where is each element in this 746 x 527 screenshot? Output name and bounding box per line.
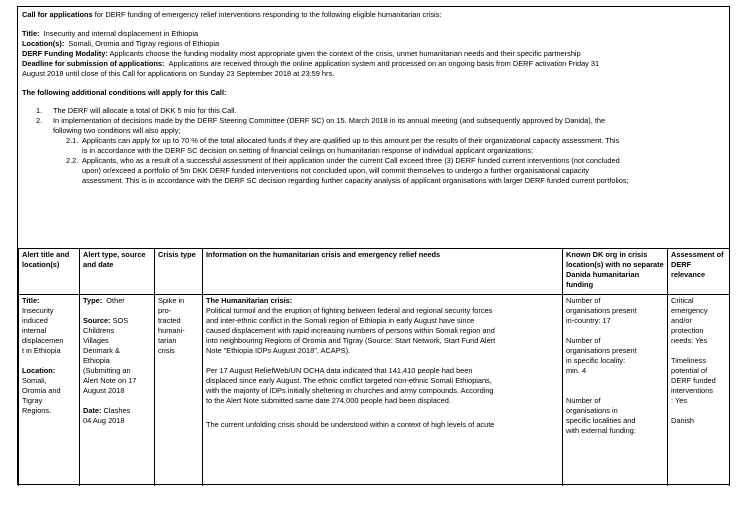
title-value: Insecurity and internal displacement in Ethiopia xyxy=(43,29,199,38)
title-label: Title: xyxy=(22,29,40,38)
alert-title-label: Title: xyxy=(22,296,40,305)
crisis-type-line: tarian xyxy=(158,336,177,345)
relevance-line: protection xyxy=(671,326,704,335)
crisis-type-line: tracted xyxy=(158,316,181,325)
crisis-type-line: humani- xyxy=(158,326,185,335)
crisis-table xyxy=(18,248,730,486)
dk-org-line: Number of xyxy=(566,296,601,305)
header-alert-title: Alert title and location(s) xyxy=(19,249,80,295)
call-rest: for DERF funding of emergency relief interventions responding to the following eligible humanitarian crisis: xyxy=(92,10,442,19)
condition-1-number: 1. xyxy=(36,106,43,115)
alert-location-line: Regions. xyxy=(22,406,52,415)
condition-2-2-line-2: upon) or/exceed a portfolio of 5m DKK DERF funded interventions not concluded upon, will commit themselves to undergo a further organisational capacity xyxy=(82,166,589,175)
header-crisis-info: Information on the humanitarian crisis and emergency relief needs xyxy=(203,249,563,295)
condition-2-2-line-3: assessment. This is in accordance with the DERF SC decision regarding further capacity analysis of applicant organisations with larger DERF funded current portfolios; xyxy=(82,176,629,185)
cell-alert-title xyxy=(19,295,80,487)
dk-org-line: in-country: 17 xyxy=(566,316,611,325)
relevance-line: potential of xyxy=(671,366,708,375)
crisis-info-line: Note "Ethiopia IDPs August 2018", ACAPS). xyxy=(206,346,351,355)
alert-title-line: Insecurity xyxy=(22,306,54,315)
crisis-info-line: Political turmoil and the eruption of fighting between federal and regional security forces xyxy=(206,306,493,315)
dk-org-line: Number of xyxy=(566,396,601,405)
alert-source-line: Denmark & xyxy=(83,346,120,355)
condition-2-line-2: following two conditions will also apply; xyxy=(53,126,181,135)
condition-2-2-line-1: Applicants, who as a result of a successful assessment of their application under the current Call exceed three (3) DERF funded current interventions (not concluded xyxy=(82,156,620,165)
modality-line xyxy=(22,49,725,59)
alert-location-line: Oromia and xyxy=(22,386,61,395)
dk-org-line: organisations in xyxy=(566,406,618,415)
condition-2-2-number: 2.2. xyxy=(66,156,79,165)
header-derf-relevance: Assessment of DERF relevance xyxy=(668,249,730,295)
crisis-info-line: and inter-ethnic conflict in the Somali region of Ethiopia in early August have since xyxy=(206,316,475,325)
modality-value: Applicants choose the funding modality most appropriate given the context of the crisis, unmet humanitarian needs and their specific partnership xyxy=(109,49,581,58)
relevance-line: DERF funded xyxy=(671,376,716,385)
crisis-info-line: displaced since early August. The ethnic conflict targeted non-ethnic Somali Ethiopians, xyxy=(206,376,492,385)
call-line xyxy=(22,10,725,20)
condition-2 xyxy=(22,116,725,136)
alert-source-line: Villages xyxy=(83,336,109,345)
dk-org-line: specific localities and xyxy=(566,416,636,425)
call-lead: Call for applications xyxy=(22,10,93,19)
title-line xyxy=(22,29,725,39)
dk-org-line: with external funding: xyxy=(566,426,636,435)
crisis-info-line: into neighbouring Regions of Oromia and Tigray (Source: Start Network, Start Fund Alert xyxy=(206,336,496,345)
cell-crisis-type xyxy=(155,295,203,487)
crisis-info-heading: The Humanitarian crisis: xyxy=(206,296,293,305)
alert-title-line: internal xyxy=(22,326,47,335)
deadline-line-2: August 2018 until close of this Call for applications on Sunday 23 September 2018 at 23:59 hrs. xyxy=(22,69,335,78)
relevance-line: Danish xyxy=(671,416,695,425)
alert-title-line: t in Ethiopia xyxy=(22,346,61,355)
crisis-info-line: The current unfolding crisis should be understood within a context of high levels of acute xyxy=(206,420,495,429)
condition-2-1-line-2: is in accordance with the DERF SC decision on setting of financial ceilings on humanitarian response of individual applicant organizations; xyxy=(82,146,534,155)
relevance-line: Critical xyxy=(671,296,694,305)
alert-type-label: Type: xyxy=(83,296,103,305)
condition-2-1-line-1: Applicants can apply for up to 70 % of the total allocated funds if they are qualified up to this amount per the results of their organizational capacity assessment. This xyxy=(82,136,620,145)
conditions-heading xyxy=(22,88,725,98)
condition-1-text: The DERF will allocate a total of DKK 5 mio for this Call. xyxy=(53,106,237,115)
header-alert-type: Alert type, source and date xyxy=(80,249,155,295)
alert-source-line: August 2018 xyxy=(83,386,125,395)
cell-derf-relevance xyxy=(668,295,730,487)
cell-known-dk-org xyxy=(563,295,668,487)
dk-org-line: in specific locality: xyxy=(566,356,626,365)
dk-org-line: Number of xyxy=(566,336,601,345)
modality-label: DERF Funding Modality: xyxy=(22,49,108,58)
crisis-info-line: to the Alert Note submitted same date 274,000 people had been displaced. xyxy=(206,396,451,405)
condition-2-line-1: In implementation of decisions made by the DERF Steering Committee (DERF SC) on 15. March 2018 in its annual meeting (and subsequently approved by Danida), the xyxy=(53,116,606,125)
alert-title-line: displacemen xyxy=(22,336,64,345)
relevance-line: emergency xyxy=(671,306,708,315)
condition-2-1-number: 2.1. xyxy=(66,136,79,145)
alert-location-label: Location: xyxy=(22,366,56,375)
call-intro xyxy=(18,7,729,186)
document-frame xyxy=(17,6,730,485)
deadline-label: Deadline for submission of applications: xyxy=(22,59,165,68)
alert-source-line: (Submitting an xyxy=(83,366,131,375)
relevance-line: Timeliness xyxy=(671,356,707,365)
conditions-heading-text: The following additional conditions will apply for this Call: xyxy=(22,88,227,97)
alert-location-line: Tigray xyxy=(22,396,43,405)
alert-title-line: induced xyxy=(22,316,48,325)
condition-2-number: 2. xyxy=(36,116,43,125)
alert-source-line: Ethiopia xyxy=(83,356,110,365)
alert-location-line: Somali, xyxy=(22,376,47,385)
alert-source-line: SOS xyxy=(110,316,129,325)
dk-org-line: organisations present xyxy=(566,346,637,355)
cell-alert-type xyxy=(80,295,155,487)
crisis-type-line: crisis xyxy=(158,346,175,355)
relevance-line: and/or xyxy=(671,316,692,325)
relevance-line: interventions xyxy=(671,386,713,395)
condition-2-1 xyxy=(22,136,725,156)
alert-date-line: 04 Aug 2018 xyxy=(83,416,125,425)
location-line xyxy=(22,39,725,49)
header-crisis-type: Crisis type xyxy=(155,249,203,295)
alert-source-label: Source: xyxy=(83,316,111,325)
crisis-info-line: caused displacement with rapid increasing numbers of persons within Somali region and xyxy=(206,326,495,335)
crisis-info-line: with the majority of IDPs initially sheltering in churches and army compounds. According xyxy=(206,386,494,395)
alert-type-value: Other xyxy=(106,296,125,305)
crisis-type-line: pro- xyxy=(158,306,172,315)
crisis-info-line: Per 17 August ReliefWeb/UN OCHA data indicated that 141,410 people had been xyxy=(206,366,473,375)
header-known-dk-org: Known DK org in crisis location(s) with no separate Danida humanitarian funding xyxy=(563,249,668,295)
table-row xyxy=(19,295,730,487)
deadline-value-1: Applications are received through the online application system and processed on an ongoing basis from DERF activation Friday 31 xyxy=(168,59,600,68)
alert-date-label: Date: xyxy=(83,406,102,415)
table-header-row xyxy=(19,249,730,295)
alert-source-line: Childrens xyxy=(83,326,115,335)
alert-date-line: Clashes xyxy=(101,406,131,415)
condition-2-2 xyxy=(22,156,725,186)
dk-org-line: organisations present xyxy=(566,306,637,315)
condition-1 xyxy=(22,106,725,116)
location-value: Somali, Oromia and Tigray regions of Ethiopia xyxy=(68,39,220,48)
alert-source-line: Alert Note on 17 xyxy=(83,376,137,385)
crisis-type-line: Spike in xyxy=(158,296,185,305)
relevance-line: needs: Yes xyxy=(671,336,708,345)
relevance-line: : Yes xyxy=(671,396,688,405)
cell-crisis-info xyxy=(203,295,563,487)
dk-org-line: min. 4 xyxy=(566,366,587,375)
location-label: Location(s): xyxy=(22,39,65,48)
deadline-line xyxy=(22,59,725,69)
